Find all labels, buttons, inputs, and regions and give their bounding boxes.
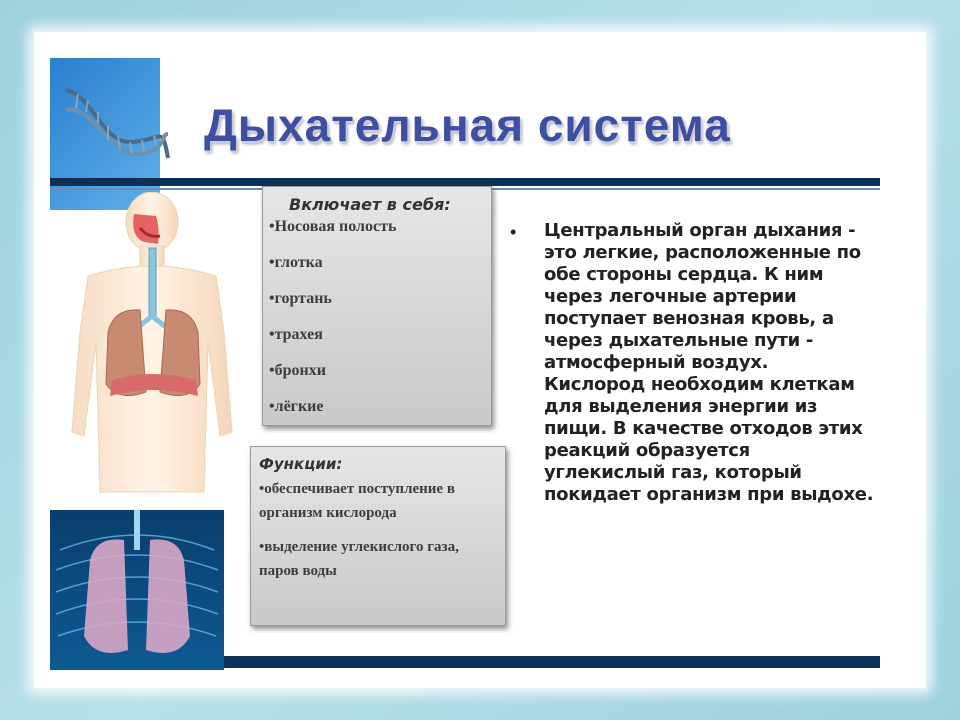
- dna-helix-icon: [62, 84, 172, 164]
- functions-list: [259, 477, 499, 593]
- slide: [34, 32, 926, 688]
- lungs-xray-icon: [50, 510, 224, 670]
- includes-heading: Включает в себя:: [289, 195, 451, 214]
- bullet-marker: •: [510, 222, 517, 242]
- main-description: Центральный орган дыхания - это легкие, расположенные по обе стороны сердца. К ним через легочные артерии поступает венозная кровь, а через дыхательные пути - атмосферный воздух. Кислород необходим клеткам для выделения энергии из пищи. В качестве отходов этих реакций образуется углекислый газ, который покидает организм при выдохе.: [544, 220, 874, 505]
- respiratory-system-illustration: [48, 192, 248, 502]
- list-item: •трахея: [269, 326, 323, 343]
- functions-panel: [250, 446, 506, 626]
- includes-panel: [262, 186, 492, 426]
- functions-heading: Функции:: [259, 455, 343, 473]
- list-item: •глотка: [269, 254, 323, 271]
- lungs-xray-image: [50, 510, 224, 670]
- list-item: •бронхи: [269, 362, 326, 379]
- bottom-divider: [224, 656, 880, 668]
- list-item: •лёгкие: [269, 398, 324, 415]
- page-title: Дыхательная система: [204, 99, 731, 151]
- list-item: •выделение углекислого газа, паров воды: [259, 539, 459, 579]
- title-divider: [50, 178, 880, 186]
- includes-list: [269, 217, 396, 433]
- list-item: •гортань: [269, 290, 332, 307]
- list-item: •Носовая полость: [269, 218, 397, 235]
- list-item: •обеспечивает поступление в организм кислорода: [259, 481, 455, 521]
